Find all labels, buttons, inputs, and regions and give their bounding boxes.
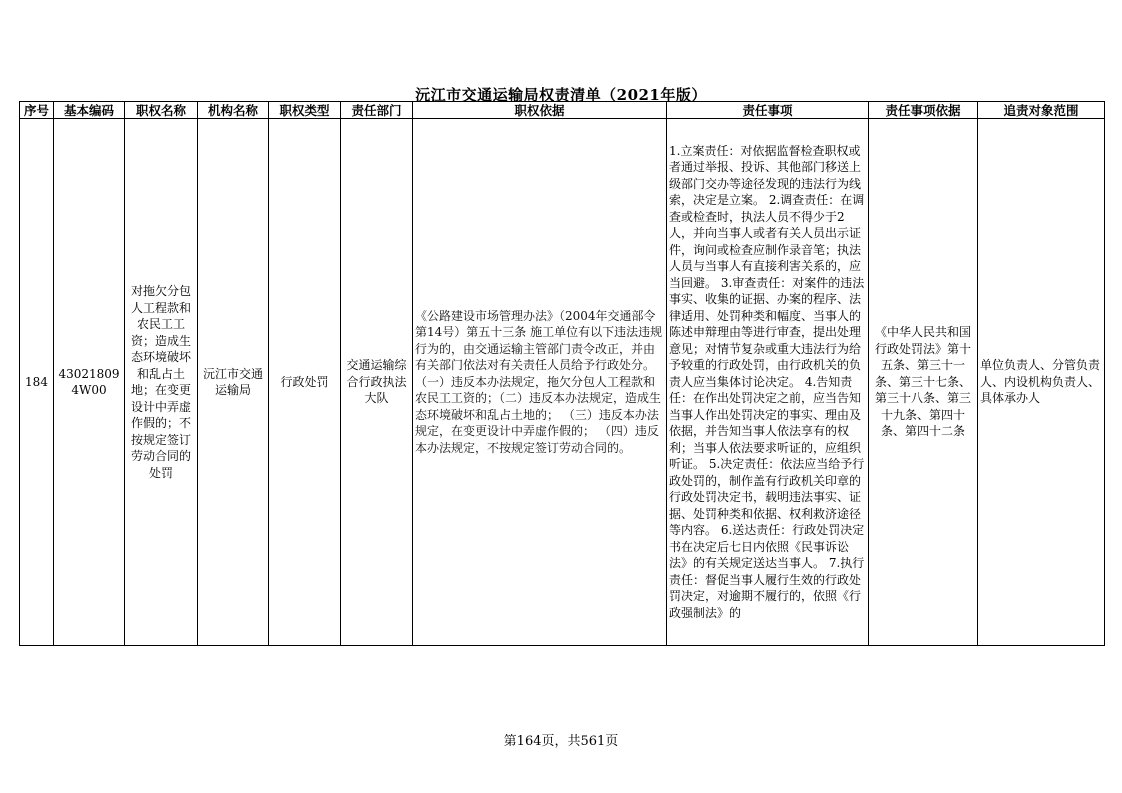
header-seq: 序号 (20, 102, 54, 119)
header-accountability: 追责对象范围 (978, 102, 1105, 119)
header-power-type: 职权类型 (269, 102, 341, 119)
responsibility-table (19, 101, 1105, 646)
cell-matters: 1.立案责任：对依据监督检查职权或者通过举报、投诉、其他部门移送上级部门交办等途径发现的违法行为线索，决定是立案。 2.调查责任：在调查或检查时，执法人员不得少于2人，并向当事人或者有关人员出示证件，询问或检查应制作录音笔；执法人员与当事人有直接利害关系的，应当回避。 3.审查责任：对案件的违法事实、收集的证据、办案的程序、法律适用、处罚种类和幅度、当事人的陈述申辩理由等进行审查，提出处理意见；对情节复杂或重大违法行为给予较重的行政处罚，由行政机关的负责人应当集体讨论决定。 4.告知责任：在作出处罚决定之前，应当告知当事人作出处罚决定的事实、理由及依据，并告知当事人依法享有的权利；当事人依法要求听证的，应组织听证。 5.决定责任：依法应当给予行政处罚的，制作盖有行政机关印章的行政处罚决定书，载明违法事实、证据、处罚种类和依据、权利救济途径等内容。 6.送达责任：行政处罚决定书在决定后七日内依照《民事诉讼法》的有关规定送达当事人。 7.执行责任：督促当事人履行生效的行政处罚决定，对逾期不履行的，依照《行政强制法》的 (667, 119, 869, 646)
cell-power-type: 行政处罚 (269, 119, 341, 646)
document-title: 沅江市交通运输局权责清单（2021年版） (415, 86, 707, 104)
header-basis: 职权依据 (413, 102, 667, 119)
cell-code: 430218094W00 (54, 119, 125, 646)
header-matters-basis: 责任事项依据 (869, 102, 978, 119)
table-row (20, 119, 1105, 646)
cell-matters-basis: 《中华人民共和国行政处罚法》第十五条、第三十一条、第三十七条、第三十八条、第三十九条、第四十条、第四十二条 (869, 119, 978, 646)
cell-org-name: 沅江市交通运输局 (198, 119, 269, 646)
cell-basis: 《公路建设市场管理办法》（2004年交通部令第14号）第五十三条 施工单位有以下违法违规行为的，由交通运输主管部门责令改正，并由有关部门依法对有关责任人员给予行政处分。 （一）违反本办法规定，拖欠分包人工程款和农民工工资的；（二）违反本办法规定，造成生态环境破坏和乱占土地的； （三）违反本办法规定，在变更设计中弄虚作假的； （四）违反本办法规定，不按规定签订劳动合同的。 (413, 119, 667, 646)
table-header-row (20, 102, 1105, 119)
cell-power-name: 对拖欠分包人工程款和农民工工资；造成生态环境破坏和乱占土地；在变更设计中弄虚作假的；不按规定签订劳动合同的处罚 (125, 119, 198, 646)
header-matters: 责任事项 (667, 102, 869, 119)
header-power-name: 职权名称 (125, 102, 198, 119)
cell-dept: 交通运输综合行政执法大队 (341, 119, 413, 646)
page-footer: 第164页，共561页 (503, 734, 619, 749)
header-org-name: 机构名称 (198, 102, 269, 119)
cell-accountability: 单位负责人、分管负责人、内设机构负责人、具体承办人 (978, 119, 1105, 646)
header-dept: 责任部门 (341, 102, 413, 119)
header-code: 基本编码 (54, 102, 125, 119)
cell-seq: 184 (20, 119, 54, 646)
